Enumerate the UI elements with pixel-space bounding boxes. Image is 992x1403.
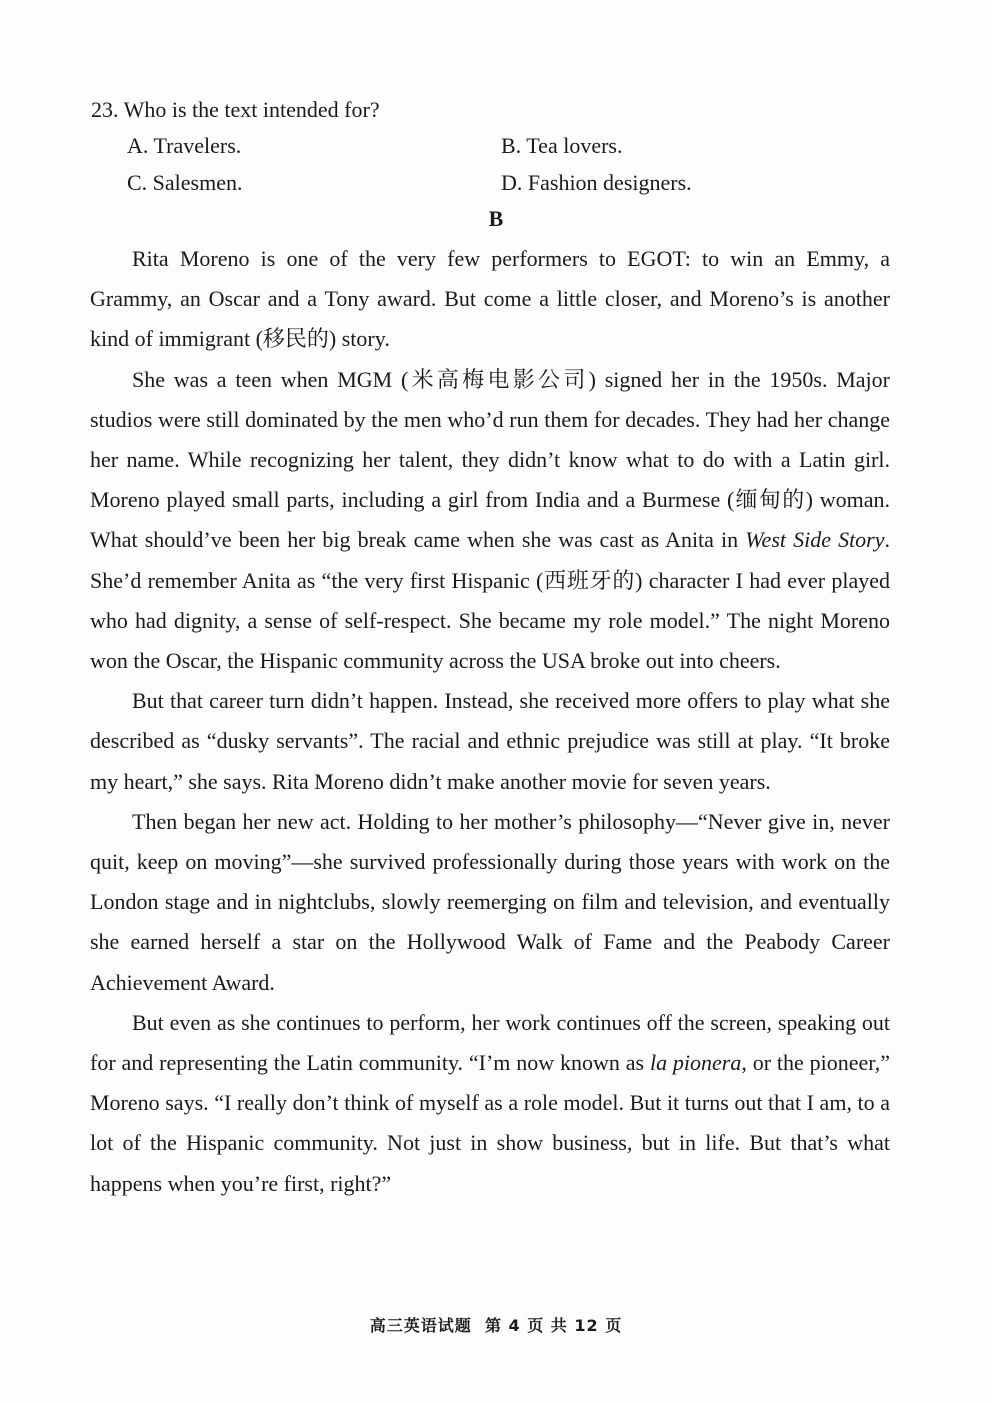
page-footer (0, 1313, 992, 1336)
paragraph-4: Then began her new act. Holding to her mother’s philosophy—“Never give in, never quit, keep on moving”—she survived professionally during those years with work on the London stage and in nightclubs, slowly reemerging on film and television, and eventually she earned herself a star on the Hollywood Walk of Fame and the Peabody Career Achievement Award. (90, 808, 890, 995)
movie-title: West Side Story (745, 527, 885, 553)
spanish-term: la pionera (649, 1050, 742, 1076)
section-heading: B (488, 206, 504, 231)
question-stem: 23. Who is the text intended for? (91, 97, 380, 122)
option-b: B. Tea lovers. (501, 133, 623, 158)
footer-page-number: 高三英语试题 第 4 页 共 12 页 (369, 1316, 623, 1335)
paragraph-2 (90, 360, 890, 682)
question-23 (91, 92, 911, 201)
paragraph-5-rest: , or the pioneer,” Moreno says. “I really don’t think of myself as a role model. But it turns out that I am, to a lot of the Hispanic community. Not just in show business, but in life. But that’s what happens when you’re first, right?” (90, 1050, 891, 1196)
paragraph-5-text: But even as she continues to perform, her work continues off the screen, speaking out for and representing the Latin community. “I’m now known as (90, 1009, 890, 1076)
option-c: C. Salesmen. (127, 170, 243, 195)
reading-passage (90, 239, 890, 1204)
paragraph-5 (90, 1003, 890, 1204)
option-a: A. Travelers. (127, 133, 242, 158)
option-d: D. Fashion designers. (501, 170, 692, 195)
paragraph-2-text: She was a teen when MGM (米高梅电影公司) signed her in the 1950s. Major studios were still dominated by the men who’d run them for decades. They had her change her name. While recognizing her talent, they didn’t know what to do with a Latin girl. Moreno played small parts, including a girl from India and a Burmese (缅甸的) woman. What should’ve been her big break came when she was cast as Anita in (90, 366, 890, 553)
paragraph-2-rest: . She’d remember Anita as “the very first Hispanic (西班牙的) character I had ever played who had dignity, a sense of self-respect. She became my role model.” The night Moreno won the Oscar, the Hispanic community across the USA broke out into cheers. (90, 527, 891, 674)
paragraph-1: Rita Moreno is one of the very few performers to EGOT: to win an Emmy, a Grammy, an Oscar and a Tony award. But come a little closer, and Moreno’s is another kind of immigrant (移民的) story. (90, 246, 890, 352)
answer-options (91, 128, 911, 201)
paragraph-3: But that career turn didn’t happen. Instead, she received more offers to play what she described as “dusky servants”. The racial and ethnic prejudice was still at play. “It broke my heart,” she says. Rita Moreno didn’t make another movie for seven years. (90, 688, 890, 794)
